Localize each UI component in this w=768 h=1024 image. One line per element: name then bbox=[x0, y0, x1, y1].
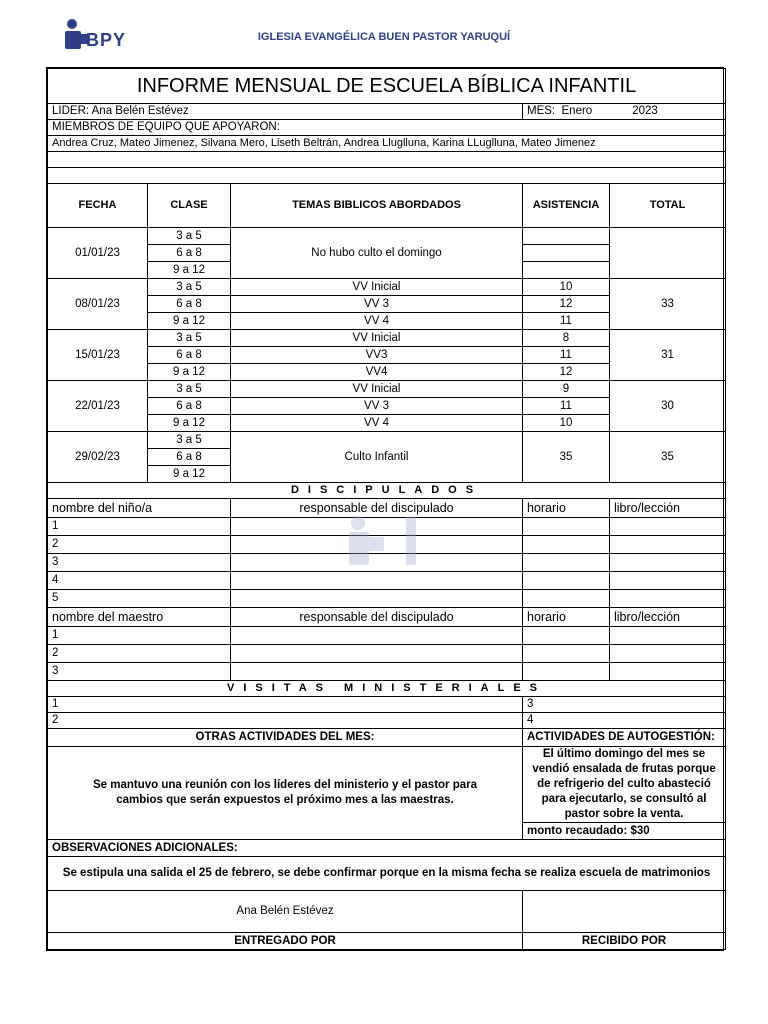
person-watermark-icon bbox=[346, 515, 418, 567]
leader-cell: LIDER: Ana Belén Estévez bbox=[48, 104, 523, 120]
empty-cell bbox=[610, 590, 726, 608]
class-range: 6 a 8 bbox=[148, 245, 231, 262]
empty-cell bbox=[523, 645, 610, 663]
table-row bbox=[48, 381, 726, 398]
week-total: 30 bbox=[610, 381, 726, 432]
attendance-count: 11 bbox=[523, 347, 610, 364]
topic: VV Inicial bbox=[231, 381, 523, 398]
table-row bbox=[48, 279, 726, 296]
table-row bbox=[48, 483, 726, 499]
week-date: 29/02/23 bbox=[48, 432, 148, 483]
row-number: 1 bbox=[48, 627, 231, 645]
empty-cell bbox=[523, 663, 610, 681]
row-number: 3 bbox=[48, 554, 231, 572]
row-number: 5 bbox=[48, 590, 231, 608]
month-value: Enero bbox=[561, 105, 593, 117]
table-row bbox=[48, 681, 726, 697]
empty-cell bbox=[523, 518, 610, 536]
topic: VV Inicial bbox=[231, 279, 523, 296]
observations-label: OBSERVACIONES ADICIONALES: bbox=[48, 840, 726, 857]
empty-cell bbox=[610, 627, 726, 645]
empty-cell bbox=[523, 627, 610, 645]
discipleship-title: DISCIPULADOS bbox=[48, 483, 726, 499]
class-range: 9 a 12 bbox=[148, 466, 231, 483]
attendance-count bbox=[523, 228, 610, 245]
topic: VV3 bbox=[231, 347, 523, 364]
logo-text: BPY bbox=[86, 30, 127, 50]
table-row bbox=[48, 228, 726, 245]
empty-cell bbox=[231, 590, 523, 608]
attendance-count bbox=[523, 245, 610, 262]
class-range: 6 a 8 bbox=[148, 296, 231, 313]
empty-cell bbox=[231, 663, 523, 681]
class-range: 3 a 5 bbox=[148, 381, 231, 398]
blank-row bbox=[48, 152, 726, 168]
visit-right: 3 bbox=[523, 697, 726, 713]
leader-name: Ana Belén Estévez bbox=[91, 105, 189, 117]
class-range: 3 a 5 bbox=[148, 330, 231, 347]
team-label: MIEMBROS DE EQUIPO QUE APOYARON: bbox=[48, 120, 726, 136]
self-activities-label: ACTIVIDADES DE AUTOGESTIÓN: bbox=[523, 729, 726, 747]
empty-cell bbox=[610, 554, 726, 572]
empty-cell bbox=[523, 572, 610, 590]
table-row bbox=[48, 840, 726, 857]
empty-cell bbox=[231, 627, 523, 645]
amount-collected: monto recaudado: $30 bbox=[523, 823, 726, 840]
observations-text: Se estipula una salida el 25 de febrero, se debe confirmar porque en la misma fecha se realiza escuela de matrimonios bbox=[48, 857, 726, 891]
topic: No hubo culto el domingo bbox=[231, 228, 523, 279]
report-table bbox=[47, 68, 726, 950]
attendance-count bbox=[523, 262, 610, 279]
topic: VV 4 bbox=[231, 313, 523, 330]
received-name bbox=[523, 891, 726, 933]
class-range: 3 a 5 bbox=[148, 279, 231, 296]
table-row bbox=[48, 572, 726, 590]
table-row bbox=[48, 713, 726, 729]
col-header: nombre del maestro bbox=[48, 608, 231, 627]
class-range: 6 a 8 bbox=[148, 347, 231, 364]
class-range: 9 a 12 bbox=[148, 415, 231, 432]
empty-cell bbox=[610, 572, 726, 590]
class-range: 3 a 5 bbox=[148, 228, 231, 245]
table-row bbox=[48, 857, 726, 891]
topic: VV 3 bbox=[231, 296, 523, 313]
table-row bbox=[48, 590, 726, 608]
attendance-count: 10 bbox=[523, 415, 610, 432]
class-range: 6 a 8 bbox=[148, 398, 231, 415]
table-row bbox=[48, 747, 726, 823]
self-activities-text: El último domingo del mes se vendió ensalada de frutas porque de refrigerio del culto abasteció para ejecutarlo, se consultó al pastor sobre la venta. bbox=[523, 747, 726, 823]
row-number: 2 bbox=[48, 536, 231, 554]
header-asistencia: ASISTENCIA bbox=[523, 184, 610, 228]
attendance-count: 8 bbox=[523, 330, 610, 347]
row-number: 3 bbox=[48, 663, 231, 681]
class-range: 9 a 12 bbox=[148, 313, 231, 330]
week-total: 31 bbox=[610, 330, 726, 381]
topic: VV Inicial bbox=[231, 330, 523, 347]
other-activities-text: Se mantuvo una reunión con los líderes del ministerio y el pastor para cambios que serán expuestos el próximo mes a las maestras. bbox=[48, 747, 523, 840]
week-total: 33 bbox=[610, 279, 726, 330]
empty-cell bbox=[231, 572, 523, 590]
table-row bbox=[48, 729, 726, 747]
team-members: Andrea Cruz, Mateo Jimenez, Silvana Mero, Liseth Beltrán, Andrea Lluglluna, Karina LLuglluna, Mateo Jimenez bbox=[48, 136, 726, 152]
attendance-count: 12 bbox=[523, 296, 610, 313]
received-label: RECIBIDO POR bbox=[523, 933, 726, 950]
empty-cell bbox=[523, 536, 610, 554]
table-row bbox=[48, 432, 726, 449]
table-row bbox=[48, 627, 726, 645]
attendance-count: 12 bbox=[523, 364, 610, 381]
report-sheet bbox=[46, 67, 724, 951]
col-header: libro/lección bbox=[610, 499, 726, 518]
table-row bbox=[48, 645, 726, 663]
col-header: horario bbox=[523, 499, 610, 518]
class-range: 9 a 12 bbox=[148, 364, 231, 381]
empty-cell bbox=[610, 663, 726, 681]
table-row bbox=[48, 663, 726, 681]
visit-left: 2 bbox=[48, 713, 523, 729]
table-row bbox=[48, 608, 726, 627]
empty-cell bbox=[610, 536, 726, 554]
header-clase: CLASE bbox=[148, 184, 231, 228]
header-fecha: FECHA bbox=[48, 184, 148, 228]
week-date: 01/01/23 bbox=[48, 228, 148, 279]
topic: Culto Infantil bbox=[231, 432, 523, 483]
topic: VV 4 bbox=[231, 415, 523, 432]
row-number: 2 bbox=[48, 645, 231, 663]
topic: VV 3 bbox=[231, 398, 523, 415]
empty-cell bbox=[231, 645, 523, 663]
col-header: responsable del discipulado bbox=[231, 499, 523, 518]
empty-cell bbox=[610, 645, 726, 663]
year-value: 2023 bbox=[632, 105, 658, 117]
week-total: 35 bbox=[610, 432, 726, 483]
empty-cell bbox=[523, 590, 610, 608]
row-number: 4 bbox=[48, 572, 231, 590]
report-title: INFORME MENSUAL DE ESCUELA BÍBLICA INFANTIL bbox=[48, 69, 726, 104]
attendance-count: 11 bbox=[523, 313, 610, 330]
week-date: 08/01/23 bbox=[48, 279, 148, 330]
other-activities-label: OTRAS ACTIVIDADES DEL MES: bbox=[48, 729, 523, 747]
attendance-count: 10 bbox=[523, 279, 610, 296]
visits-title: VISITAS MINISTERIALES bbox=[48, 681, 726, 697]
col-header: horario bbox=[523, 608, 610, 627]
header-total: TOTAL bbox=[610, 184, 726, 228]
class-range: 3 a 5 bbox=[148, 432, 231, 449]
header-temas: TEMAS BIBLICOS ABORDADOS bbox=[231, 184, 523, 228]
month-cell: MES: Enero 2023 bbox=[523, 104, 726, 120]
class-range: 6 a 8 bbox=[148, 449, 231, 466]
delivered-name: Ana Belén Estévez bbox=[48, 891, 523, 933]
class-range: 9 a 12 bbox=[148, 262, 231, 279]
table-row bbox=[48, 697, 726, 713]
visit-right: 4 bbox=[523, 713, 726, 729]
col-header: responsable del discipulado bbox=[231, 608, 523, 627]
week-date: 15/01/23 bbox=[48, 330, 148, 381]
week-total bbox=[610, 228, 726, 279]
week-date: 22/01/23 bbox=[48, 381, 148, 432]
blank-row bbox=[48, 168, 726, 184]
attendance-count: 11 bbox=[523, 398, 610, 415]
empty-cell bbox=[523, 554, 610, 572]
table-row bbox=[48, 933, 726, 950]
delivered-label: ENTREGADO POR bbox=[48, 933, 523, 950]
attendance-count: 9 bbox=[523, 381, 610, 398]
table-row bbox=[48, 330, 726, 347]
topic: VV4 bbox=[231, 364, 523, 381]
row-number: 1 bbox=[48, 518, 231, 536]
church-name: IGLESIA EVANGÉLICA BUEN PASTOR YARUQUÍ bbox=[257, 31, 511, 43]
attendance-count: 35 bbox=[523, 432, 610, 483]
visit-left: 1 bbox=[48, 697, 523, 713]
col-header: libro/lección bbox=[610, 608, 726, 627]
empty-cell bbox=[610, 518, 726, 536]
table-row bbox=[48, 891, 726, 933]
col-header: nombre del niño/a bbox=[48, 499, 231, 518]
